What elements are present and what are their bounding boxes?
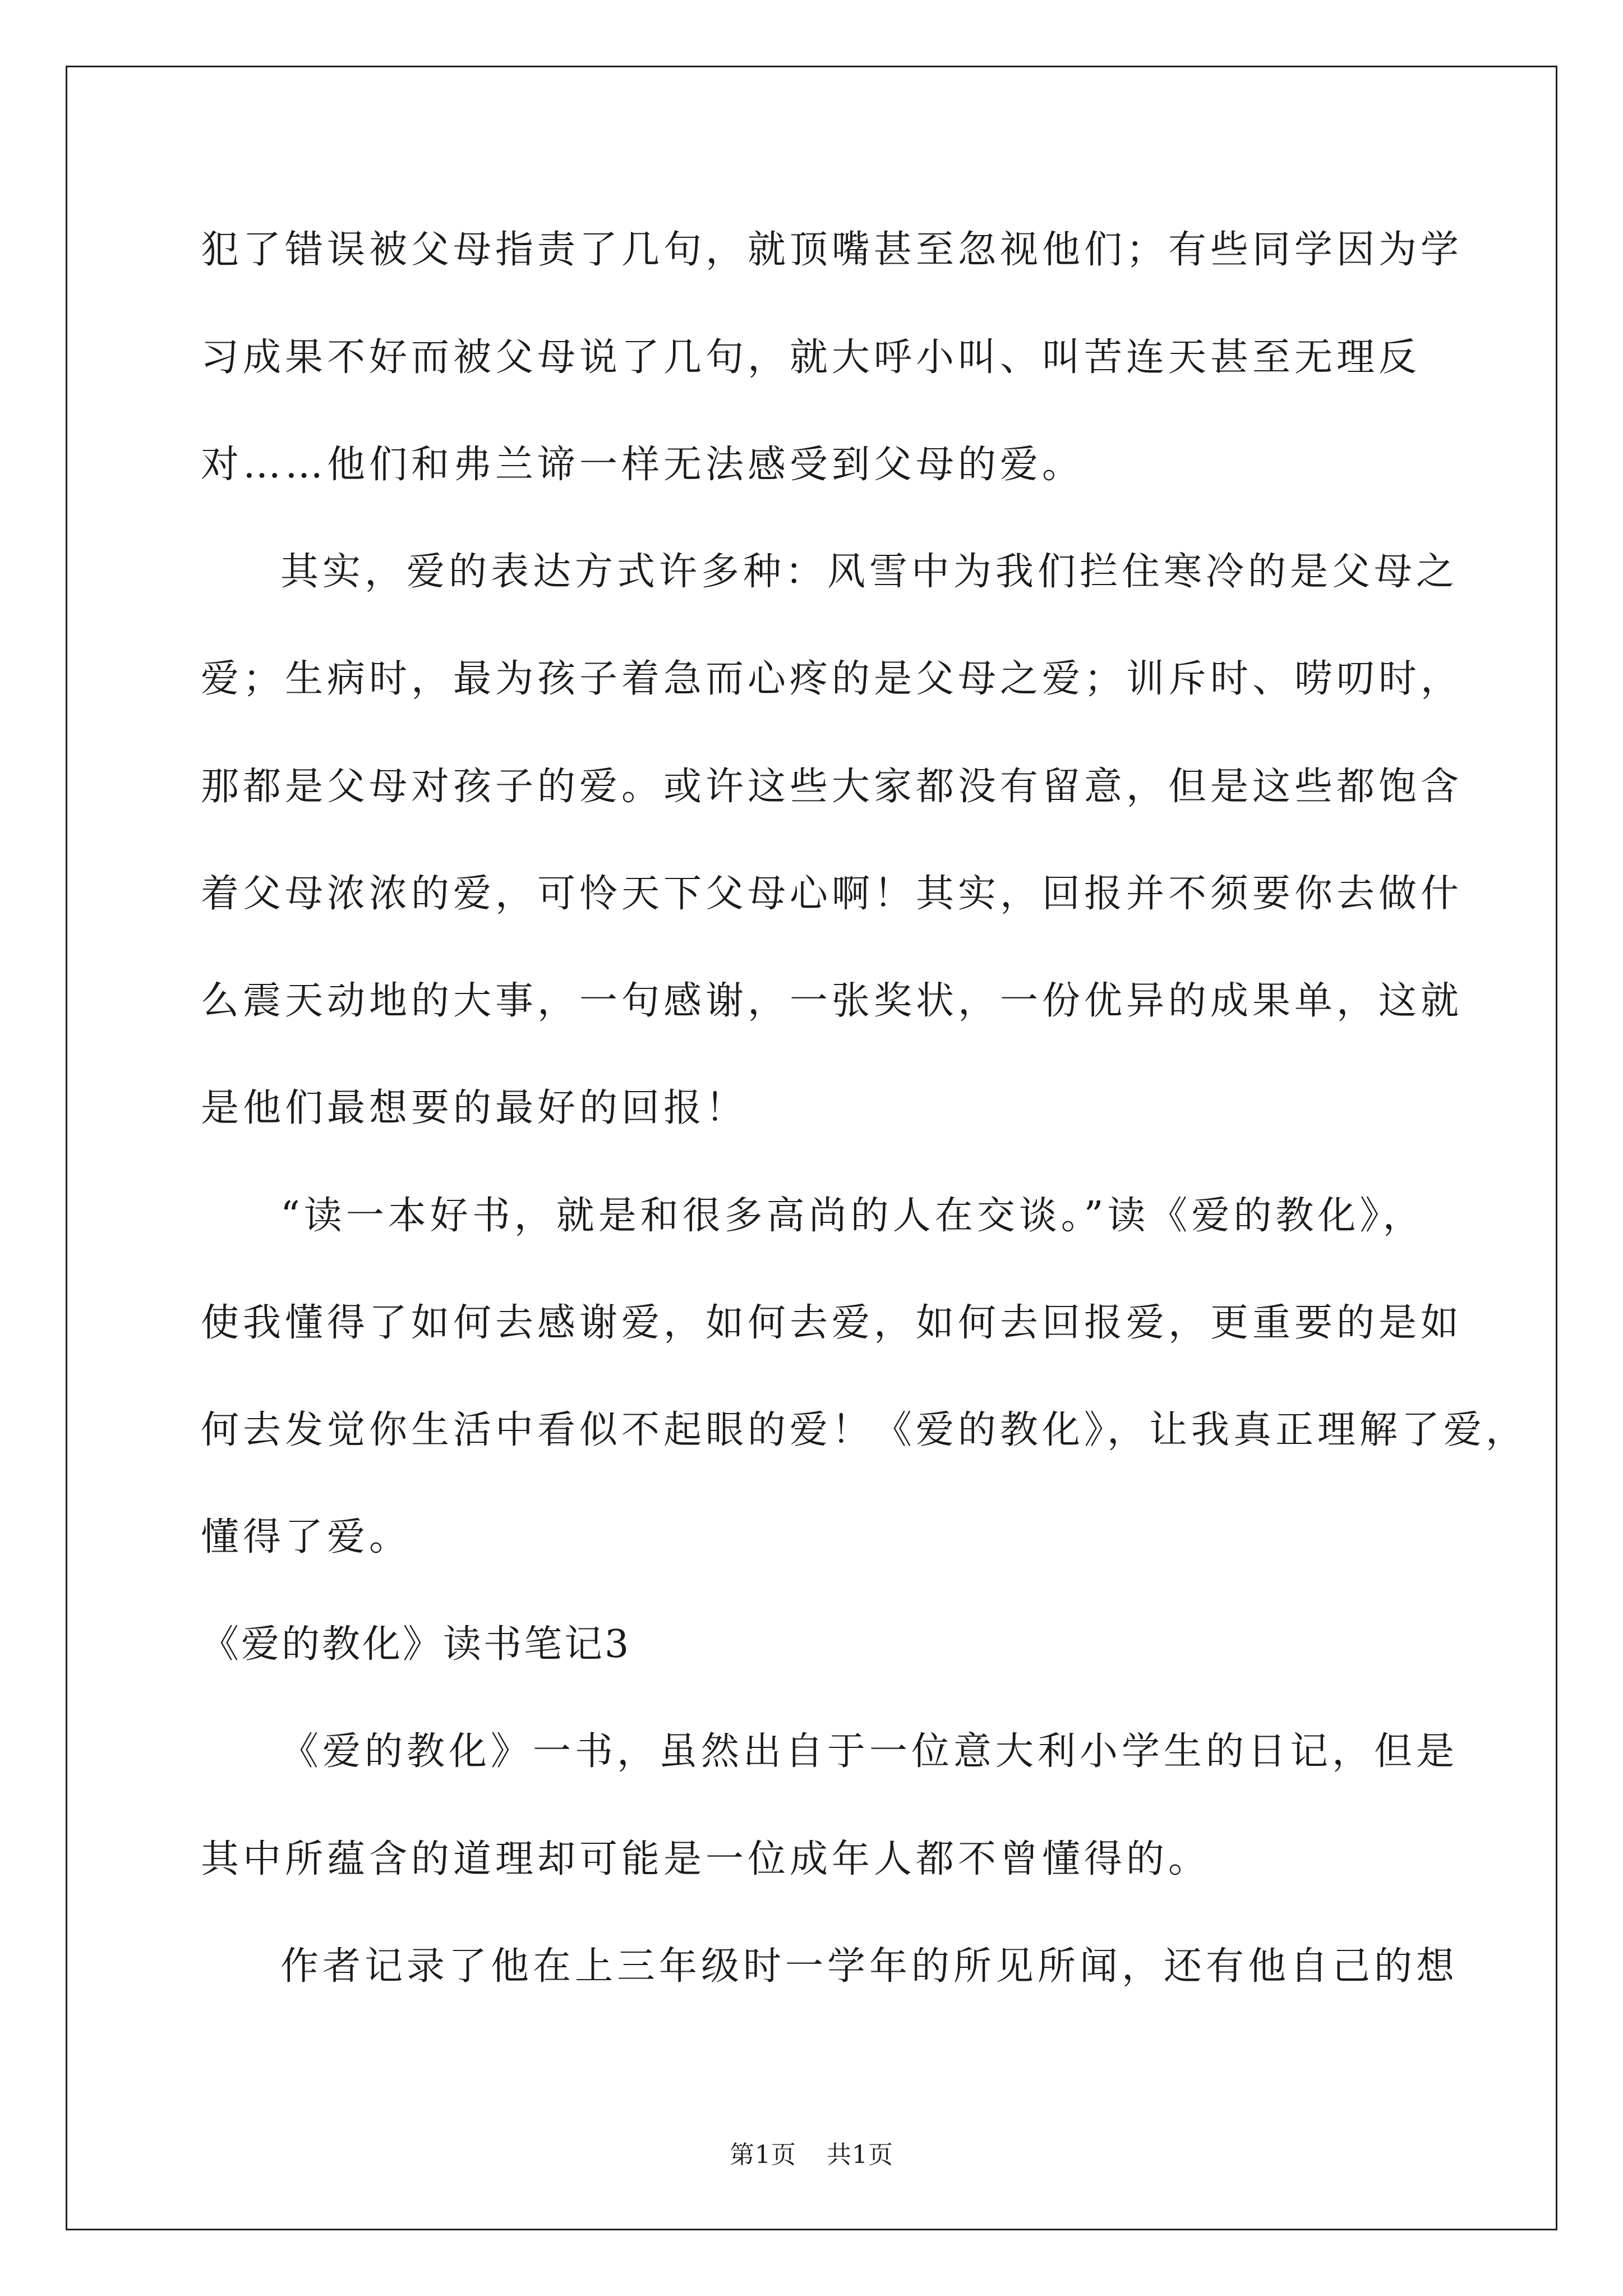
section-heading: 《爱的教化》读书笔记3	[201, 1622, 631, 1667]
text-line: 是他们最想要的最好的回报！	[201, 1086, 748, 1130]
text-line: 其中所蕴含的道理却可能是一位成年人都不曾懂得的。	[201, 1837, 1211, 1881]
text-line: 犯了错误被父母指责了几句，就顶嘴甚至忽视他们；有些同学因为学	[201, 228, 1463, 272]
paragraph-start: 其实，爱的表达方式许多种：风雪中为我们拦住寒冷的是父母之	[280, 550, 1459, 594]
text-line: 习成果不好而被父母说了几句，就大呼小叫、叫苦连天甚至无理反	[201, 335, 1421, 380]
text-line: 那都是父母对孩子的爱。或许这些大家都没有留意，但是这些都饱含	[201, 765, 1463, 809]
page-total: 共1页	[827, 2141, 893, 2169]
text-line: 着父母浓浓的爱，可怜天下父母心啊！其实，回报并不须要你去做什	[201, 872, 1463, 916]
page-number: 第1页	[730, 2141, 796, 2169]
page-border	[66, 66, 1557, 2230]
text-line: 使我懂得了如何去感谢爱，如何去爱，如何去回报爱，更重要的是如	[201, 1301, 1463, 1345]
text-line: 爱；生病时，最为孩子着急而心疼的是父母之爱；训斥时、唠叨时，	[201, 657, 1463, 701]
page-footer	[0, 2143, 1623, 2168]
paragraph-start: 作者记录了他在上三年级时一学年的所见所闻，还有他自己的想	[280, 1944, 1459, 1989]
text-line: 对……他们和弗兰谛一样无法感受到父母的爱。	[201, 443, 1085, 487]
text-line: 么震天动地的大事，一句感谢，一张奖状，一份优异的成果单，这就	[201, 979, 1463, 1023]
text-line: 何去发觉你生活中看似不起眼的爱！《爱的教化》，让我真正理解了爱，	[201, 1408, 1528, 1452]
paragraph-start: “读一本好书，就是和很多高尚的人在交谈。”读《爱的教化》，	[280, 1194, 1425, 1238]
paragraph-start: 《爱的教化》一书，虽然出自于一位意大利小学生的日记，但是	[280, 1729, 1459, 1774]
text-line: 懂得了爱。	[201, 1515, 412, 1559]
